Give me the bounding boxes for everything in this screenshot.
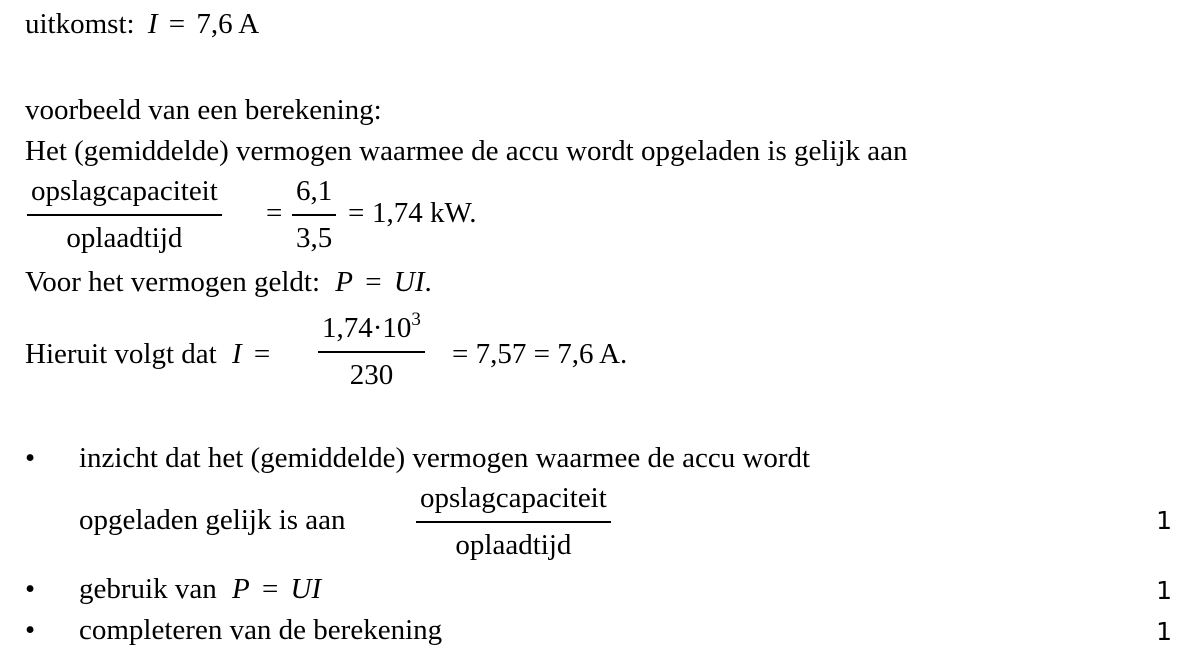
fraction-values — [292, 177, 336, 253]
criterion-bullet: • — [25, 573, 36, 605]
example-line-1: Het (gemiddelde) vermogen waarmee de accu wordt opgeladen is gelijk aan — [25, 135, 908, 167]
current-equals: = — [253, 338, 271, 370]
answer-value: 7,6 A — [196, 8, 260, 40]
criterion-bullet: • — [25, 614, 36, 646]
numerator-exponent: 3 — [411, 309, 421, 330]
fraction-capacity-over-time — [27, 177, 222, 253]
fraction-denominator: 3,5 — [296, 221, 333, 254]
fraction-denominator: oplaadtijd — [66, 221, 183, 254]
formula-p: P — [231, 573, 250, 605]
formula-ui: UI — [290, 573, 322, 605]
current-line-intro — [25, 340, 270, 369]
fraction-numerator: opslagcapaciteit — [420, 482, 607, 514]
formula-ui: UI — [393, 266, 425, 298]
equals-sign: = — [266, 197, 283, 229]
equals-sign: = — [348, 197, 365, 229]
criterion-points: 1 — [1156, 506, 1172, 535]
fraction-numerator: opslagcapaciteit — [31, 175, 218, 207]
fraction-numerator: 6,1 — [296, 175, 333, 207]
fraction-denominator: oplaadtijd — [455, 528, 572, 561]
fraction-current — [318, 309, 425, 391]
example-heading: voorbeeld van een berekening: — [25, 94, 382, 126]
formula-equals: = — [261, 573, 279, 605]
current-result: = 7,57 = 7,6 A. — [452, 338, 628, 370]
formula-equals: = — [365, 266, 382, 298]
fraction-numerator — [318, 309, 425, 351]
answer-line — [25, 10, 259, 39]
numerator-base: 1,74·10 — [322, 312, 412, 344]
formula-line — [25, 268, 432, 297]
criterion-text: inzicht dat het (gemiddelde) vermogen waarmee de accu wordt — [79, 442, 811, 474]
answer-label: uitkomst: — [25, 8, 135, 40]
answer-symbol: I — [147, 8, 158, 40]
criterion-text: opgeladen gelijk is aan — [79, 504, 346, 536]
criterion-points: 1 — [1156, 576, 1172, 605]
answer-equals: = — [168, 8, 186, 40]
fraction-capacity-over-time — [416, 484, 611, 560]
power-result: 1,74 kW. — [372, 197, 477, 229]
current-symbol: I — [231, 338, 242, 370]
criterion-points: 1 — [1156, 617, 1172, 646]
fraction-denominator: 230 — [349, 358, 394, 391]
formula-intro: Voor het vermogen geldt: — [25, 266, 321, 298]
formula-period: . — [424, 266, 432, 298]
criterion-text-prefix: gebruik van — [79, 573, 217, 605]
current-intro: Hieruit volgt dat — [25, 338, 217, 370]
criterion-text — [79, 575, 321, 604]
formula-p: P — [335, 266, 354, 298]
criterion-bullet: • — [25, 442, 36, 474]
criterion-text: completeren van de berekening — [79, 614, 443, 646]
